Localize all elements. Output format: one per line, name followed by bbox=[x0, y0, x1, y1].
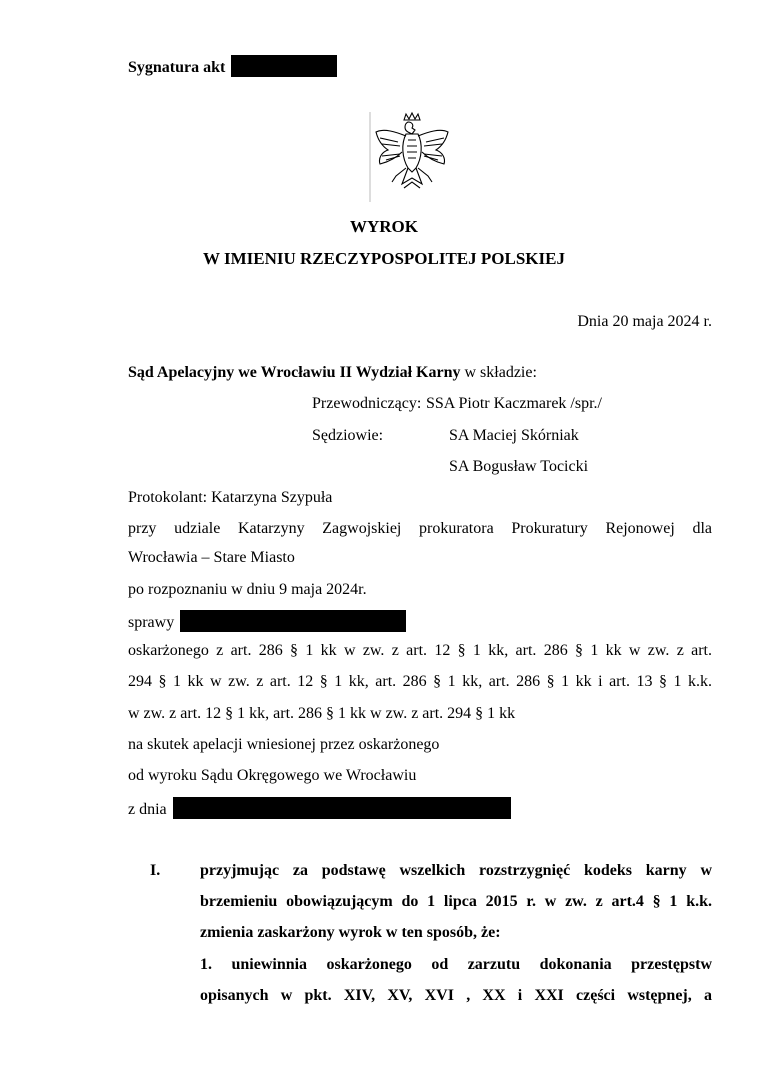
redaction-bar bbox=[231, 55, 337, 77]
from-date-label: z dnia bbox=[128, 801, 167, 818]
case-line bbox=[128, 610, 406, 633]
prosecutor-line: przy udziale Katarzyny Zagwojskiej prokuratora Prokuratury Rejonowej dla bbox=[128, 520, 712, 537]
charges-line: w zw. z art. 12 § 1 kk, art. 286 § 1 kk w zw. z art. 294 § 1 kk bbox=[128, 705, 516, 722]
court-name: Sąd Apelacyjny we Wrocławiu II Wydział Karny bbox=[128, 364, 461, 381]
chair-label: Przewodniczący: bbox=[312, 395, 422, 412]
recorder-line: Protokolant: Katarzyna Szypuła bbox=[128, 489, 333, 506]
case-label: sprawy bbox=[128, 614, 175, 631]
charges-line: 294 § 1 kk w zw. z art. 12 § 1 kk, art. 286 § 1 kk, art. 286 § 1 kk i art. 13 § 1 k.k. bbox=[128, 673, 712, 690]
document-subtitle: W IMIENIU RZECZYPOSPOLITEJ POLSKIEJ bbox=[203, 249, 565, 268]
ruling-line: zmienia zaskarżony wyrok w ten sposób, że: bbox=[200, 924, 501, 941]
prosecutor-line: Wrocławia – Stare Miasto bbox=[128, 549, 295, 566]
hearing-line: po rozpoznaniu w dniu 9 maja 2024r. bbox=[128, 581, 367, 598]
redaction-bar bbox=[180, 610, 406, 632]
redaction-bar bbox=[173, 797, 511, 819]
ruling-line: brzemieniu obowiązującym do 1 lipca 2015 r. w zw. z art.4 § 1 k.k. bbox=[200, 893, 712, 910]
chair-name: SSA Piotr Kaczmarek /spr./ bbox=[426, 395, 602, 412]
appeal-line: na skutek apelacji wniesionej przez oskarżonego bbox=[128, 736, 440, 753]
from-date-line bbox=[128, 797, 511, 820]
signature-label: Sygnatura akt bbox=[128, 59, 226, 76]
polish-eagle-emblem bbox=[368, 110, 456, 204]
judge-name: SA Bogusław Tocicki bbox=[449, 458, 589, 475]
charges-line: oskarżonego z art. 286 § 1 kk w zw. z art. 12 § 1 kk, art. 286 § 1 kk w zw. z art. bbox=[128, 642, 712, 659]
signature-line bbox=[128, 55, 337, 78]
document-title: WYROK bbox=[350, 217, 418, 236]
ruling-numeral: I. bbox=[150, 862, 161, 879]
lower-court-line: od wyroku Sądu Okręgowego we Wrocławiu bbox=[128, 767, 417, 784]
court-suffix: w składzie: bbox=[460, 364, 537, 381]
judgment-date: Dnia 20 maja 2024 r. bbox=[577, 313, 712, 330]
ruling-line: opisanych w pkt. XIV, XV, XVI , XX i XXI części wstępnej, a bbox=[200, 987, 712, 1004]
judges-label: Sędziowie: bbox=[312, 427, 384, 444]
judge-name: SA Maciej Skórniak bbox=[449, 427, 579, 444]
court-line bbox=[128, 363, 537, 383]
ruling-line: przyjmując za podstawę wszelkich rozstrzygnięć kodeks karny w bbox=[200, 862, 712, 879]
ruling-line: 1. uniewinnia oskarżonego od zarzutu dokonania przestępstw bbox=[200, 956, 712, 973]
